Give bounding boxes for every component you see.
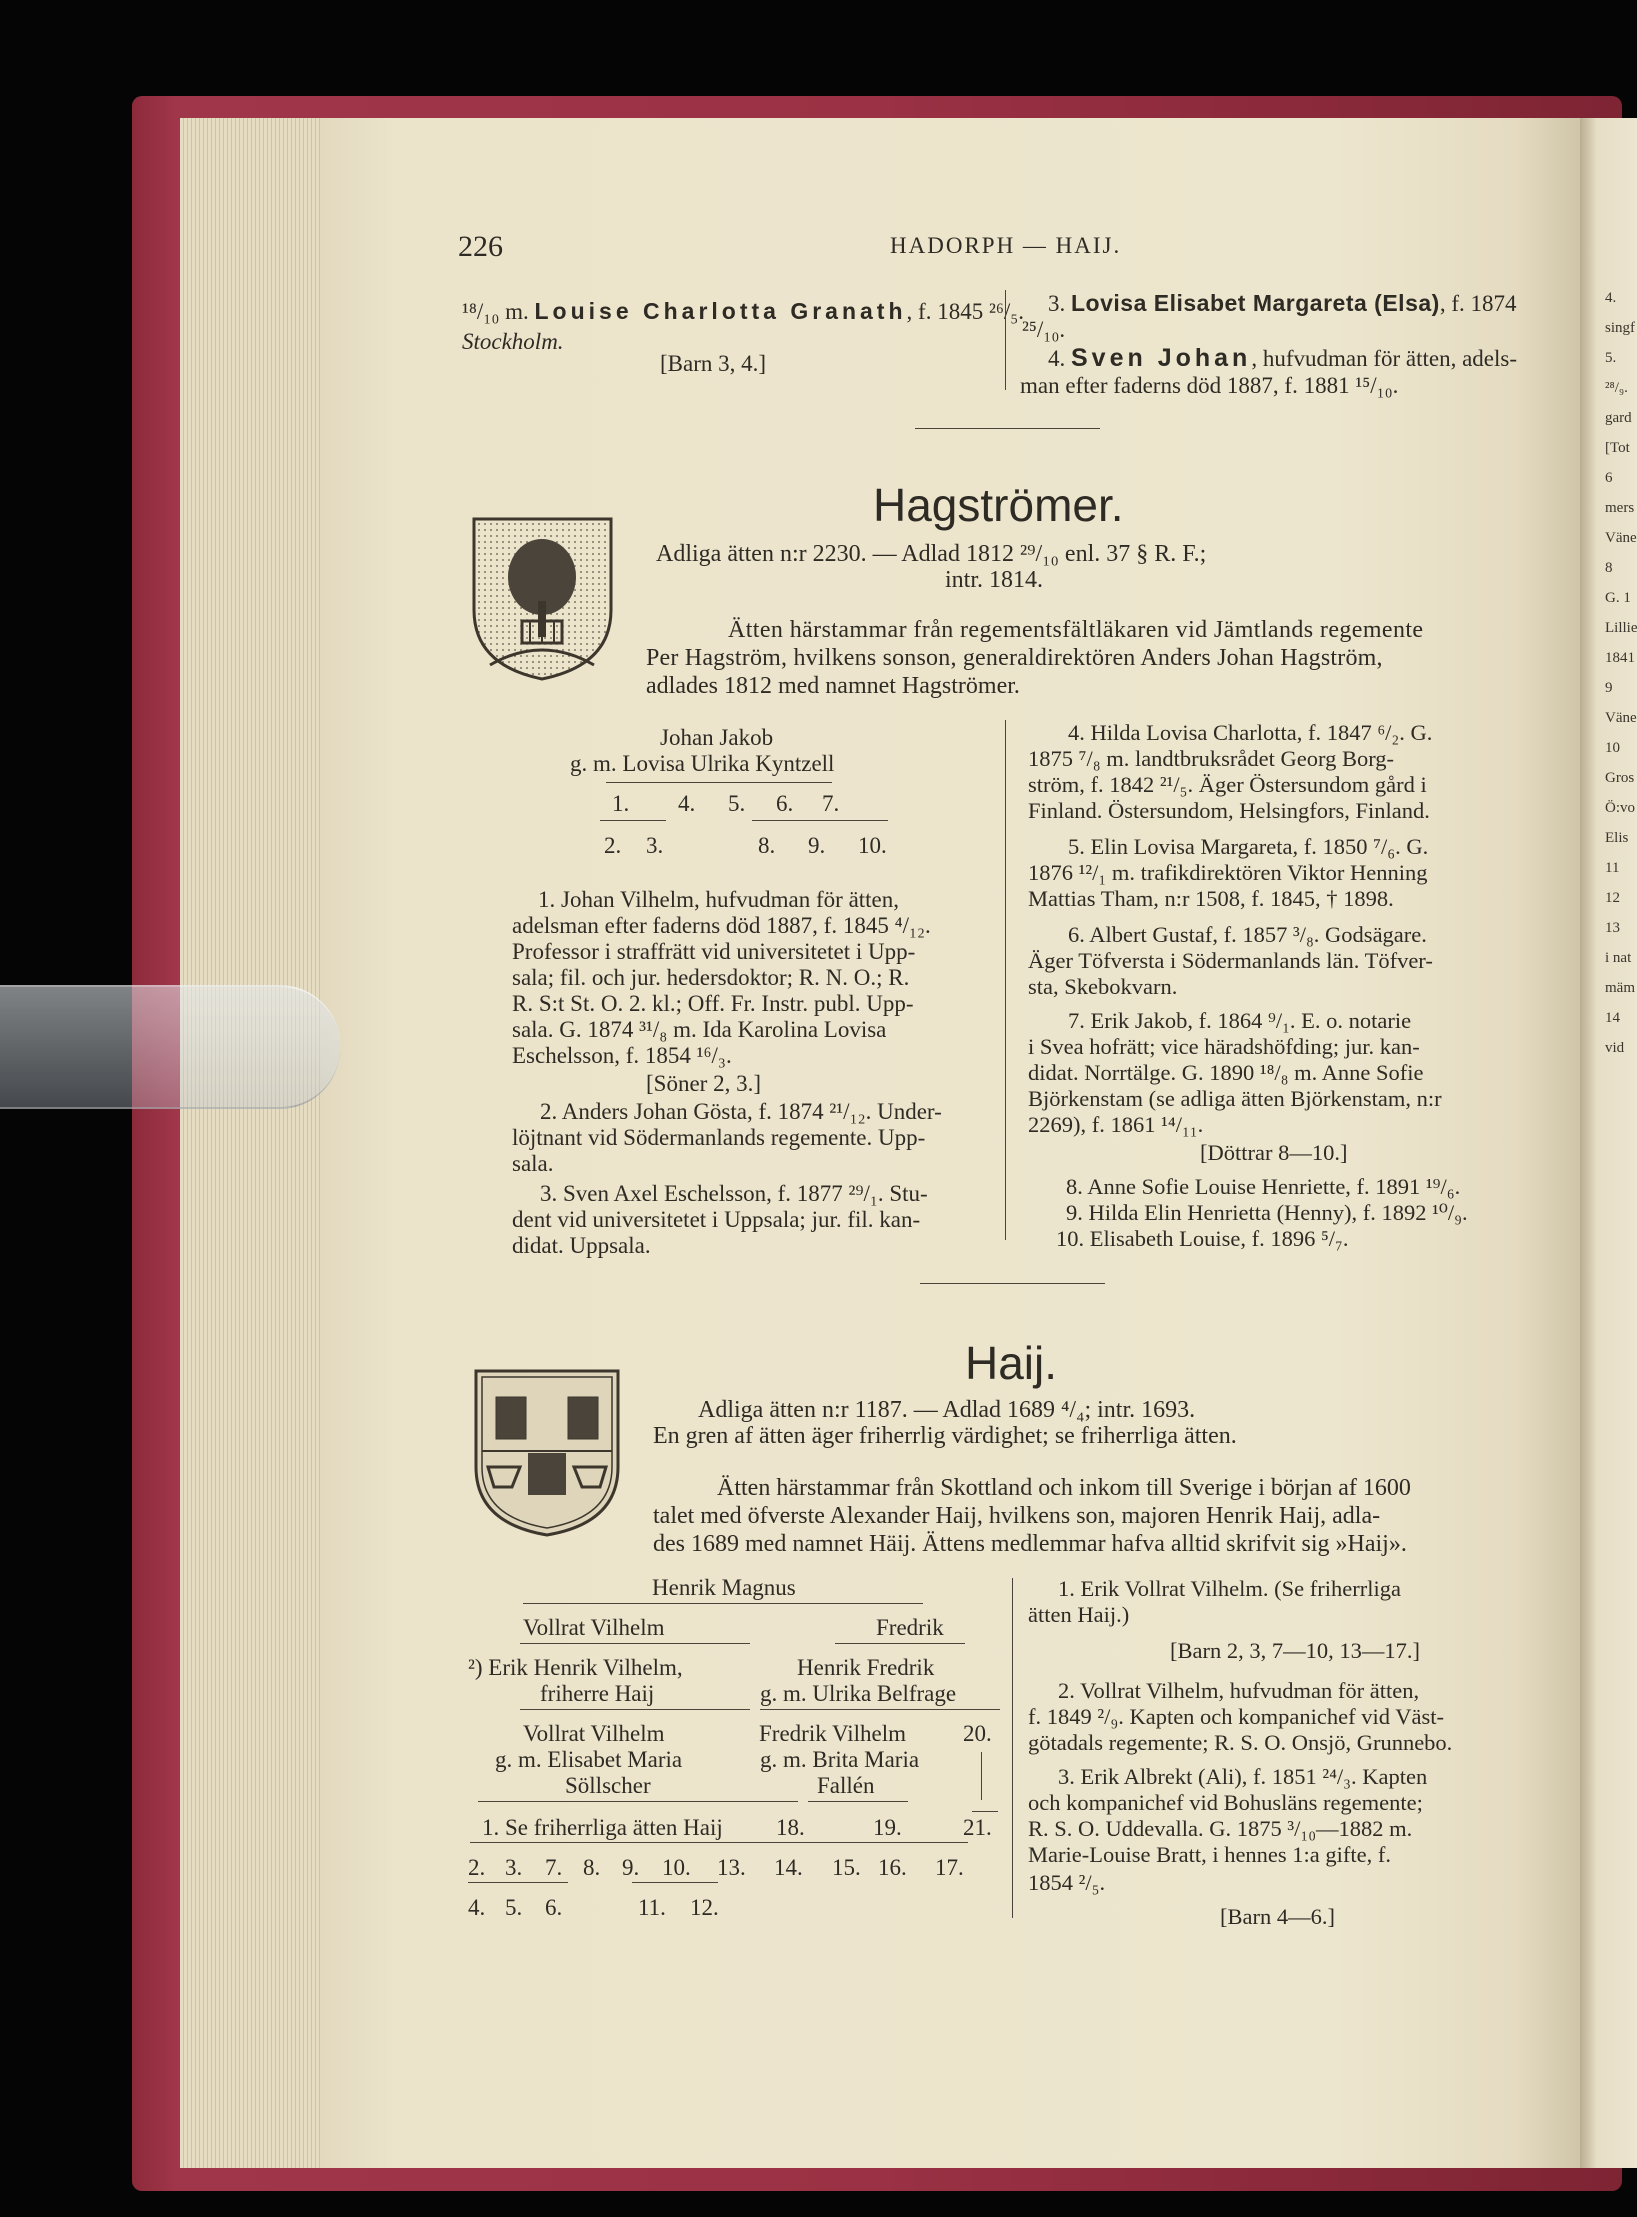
tree-row1-1: 1. — [612, 791, 630, 816]
haij-line1: Adliga ätten n:r 1187. — Adlad 1689 ⁴/₄; intr. 1693. — [698, 1397, 1196, 1423]
haij-row5-num: 7. — [545, 1855, 563, 1880]
haij-title: Haij. — [965, 1337, 1058, 1389]
next-page-margin-text: Gros — [1605, 770, 1635, 786]
haij-row5-num: 2. — [468, 1855, 486, 1880]
hagstromer-right-line: didat. Norrtälge. G. 1890 ¹⁸/₈ m. Anne Sofie — [1028, 1060, 1424, 1085]
haij-row5-num: 15. — [832, 1855, 861, 1880]
haij-tree-l1-right: Fredrik — [876, 1615, 944, 1640]
hagstromer-right-line: 5. Elin Lovisa Margareta, f. 1850 ⁷/₆. G. — [1068, 834, 1429, 859]
hagstromer-left-line: adelsman efter faderns död 1887, f. 1845 ⁴/₁₂. — [512, 913, 931, 938]
haij-right-line: 2. Vollrat Vilhelm, hufvudman för ätten, — [1058, 1678, 1420, 1703]
next-page-margin-text: 9 — [1605, 680, 1613, 696]
hagstromer-left-line: R. S:t St. O. 2. kl.; Off. Fr. Instr. publ. Upp- — [512, 991, 914, 1016]
hagstromer-right-line: 2269), f. 1861 ¹⁴/₁₁. — [1028, 1112, 1204, 1137]
tree-brace — [468, 1882, 568, 1883]
tree-row1-4: 4. — [678, 791, 696, 816]
hagstromer-right-line: 10. Elisabeth Louise, f. 1896 ⁵/₇. — [1056, 1226, 1349, 1251]
next-page-margin-text: 6 — [1605, 470, 1613, 486]
hagstromer-right-line: Äger Töfversta i Södermanlands län. Töfver- — [1028, 948, 1433, 973]
tree-row1-6: 6. — [776, 791, 794, 816]
haij-tree-l3-left-a: Vollrat Vilhelm — [523, 1721, 665, 1746]
haij-tree-l3-left-c: Söllscher — [565, 1773, 651, 1798]
hagstromer-right-line: sta, Skebokvarn. — [1028, 974, 1178, 999]
next-page-margin-text: 12 — [1605, 890, 1620, 906]
haij-tree-l2-left-b: friherre Haij — [540, 1681, 655, 1706]
haij-right-line: ätten Haij.) — [1028, 1602, 1130, 1627]
next-page-margin-text: Väne — [1605, 530, 1637, 546]
tree-brace — [478, 1801, 798, 1802]
haij-row5-num: 3. — [505, 1855, 523, 1880]
hagstromer-right-line: 6. Albert Gustaf, f. 1857 ³/₈. Godsägare. — [1068, 922, 1427, 947]
tree-brace — [760, 1709, 1000, 1710]
hagstromer-left-line: didat. Uppsala. — [512, 1233, 651, 1258]
haij-coat-of-arms — [472, 1367, 622, 1539]
tree-brace — [520, 1643, 750, 1644]
hagstromer-right-line: i Svea hofrätt; vice häradshöfding; jur. kan- — [1028, 1034, 1420, 1059]
haij-intro3: des 1689 med namnet Häij. Ättens medlemmar hafva alltid skrifvit sig »Haij». — [653, 1531, 1407, 1557]
haij-row5-num: 14. — [774, 1855, 803, 1880]
haij-right-line: Marie-Louise Bratt, i hennes 1:a gifte, f. — [1028, 1842, 1392, 1867]
haij-line2: En gren af ätten äger friherrlig värdighet; se friherrliga ätten. — [653, 1423, 1237, 1449]
hagstromer-left-line: Professor i straffrätt vid universitetet i Upp- — [512, 939, 916, 964]
hagstromer-left-line: löjtnant vid Södermanlands regemente. Upp- — [512, 1125, 926, 1150]
haij-tree-l2-left-a: ²) Erik Henrik Vilhelm, — [468, 1655, 683, 1680]
haij-tree-l2-right-b: g. m. Ulrika Belfrage — [760, 1681, 957, 1706]
next-page-margin-text: 5. — [1605, 350, 1617, 366]
haij-right-line: R. S. O. Uddevalla. G. 1875 ³/₁₀—1882 m. — [1028, 1816, 1413, 1841]
next-page-margin-text: mers — [1605, 500, 1635, 516]
tree-brace — [606, 782, 832, 783]
hagstromer-right-line: [Döttrar 8—10.] — [1200, 1140, 1348, 1165]
hagstromer-right-line: 7. Erik Jakob, f. 1864 ⁹/₁. E. o. notarie — [1068, 1008, 1412, 1033]
haij-tree-l3-num: 20. — [963, 1721, 992, 1746]
next-page-margin-text: Ö:vo — [1605, 800, 1635, 816]
next-page-margin-text: vid — [1605, 1040, 1625, 1056]
tree-head: Johan Jakob — [660, 725, 774, 750]
haij-row5-num: 9. — [622, 1855, 640, 1880]
tree-row2-9: 9. — [808, 833, 826, 858]
tree-brace — [835, 1643, 965, 1644]
haij-right-line: 1854 ²/₅. — [1028, 1870, 1106, 1895]
running-head: HADORPH — HAIJ. — [890, 233, 1122, 258]
next-page-margin-text: ²⁸/₉. — [1605, 380, 1628, 396]
haij-row5-num: 8. — [583, 1855, 601, 1880]
tree-brace — [632, 1882, 718, 1883]
haij-right-line: götadals regemente; R. S. O. Onsjö, Grunnebo. — [1028, 1730, 1453, 1755]
haij-tree-row4-19: 19. — [873, 1815, 902, 1840]
next-page-margin-text: 13 — [1605, 920, 1620, 936]
haij-row5-num: 16. — [878, 1855, 907, 1880]
haij-tree-row4-21: 21. — [963, 1815, 992, 1840]
haij-tree-l2-right-a: Henrik Fredrik — [797, 1655, 935, 1680]
bookmark-clip — [0, 985, 340, 1109]
next-page-margin-text: Väne — [1605, 710, 1637, 726]
hagstromer-left-line: sala; fil. och jur. hedersdoktor; R. N. O.; R. — [512, 965, 910, 990]
hagstromer-left-line: 1. Johan Vilhelm, hufvudman för ätten, — [538, 887, 900, 912]
haij-row6-num: 4. — [468, 1895, 486, 1920]
hagstromer-intro2: Per Hagström, hvilkens sonson, generaldirektören Anders Johan Hagström, — [646, 645, 1383, 671]
column-divider — [1012, 1578, 1013, 1918]
haij-tree-l3-right-b: g. m. Brita Maria — [760, 1747, 920, 1772]
hagstromer-right-line: 4. Hilda Lovisa Charlotta, f. 1847 ⁶/₂. G. — [1068, 720, 1433, 745]
hadorph-child-4-cont: man efter faderns död 1887, f. 1881 ¹⁵/₁₀. — [1020, 373, 1399, 398]
page-number: 226 — [458, 230, 503, 263]
tree-brace — [752, 820, 888, 821]
section-separator — [920, 1283, 1105, 1284]
hadorph-tail-line1: ¹⁸/₁₀ m. Louise Charlotta Granath, f. 1845 ²⁶/₅. — [462, 298, 1025, 324]
next-page-margin-text: 10 — [1605, 740, 1620, 756]
hagstromer-right-line: 8. Anne Sofie Louise Henriette, f. 1891 ¹⁹/₆. — [1066, 1174, 1461, 1199]
hadorph-tail-children: [Barn 3, 4.] — [660, 351, 767, 376]
hagstromer-right-line: 1876 ¹²/₁ m. trafikdirektören Viktor Henning — [1028, 860, 1428, 885]
hagstromer-right-line: Mattias Tham, n:r 1508, f. 1845, † 1898. — [1028, 886, 1394, 911]
tree-brace — [470, 1842, 968, 1843]
next-page-margin-text: 14 — [1605, 1010, 1620, 1026]
hagstromer-left-line: sala. G. 1874 ³¹/₈ m. Ida Karolina Lovisa — [512, 1017, 887, 1042]
hadorph-child-4: 4. Sven Johan, hufvudman för ätten, adels- — [1048, 344, 1518, 372]
next-page-margin-text: Elis — [1605, 830, 1629, 846]
tree-row2-8: 8. — [758, 833, 776, 858]
haij-row6-num: 6. — [545, 1895, 563, 1920]
haij-intro1: Ätten härstammar från Skottland och inkom till Sverige i början af 1600 — [717, 1475, 1411, 1501]
tree-brace — [520, 1709, 750, 1710]
hagstromer-left-line: sala. — [512, 1151, 554, 1176]
page-edges — [180, 118, 330, 2168]
haij-tree-l1-left: Vollrat Vilhelm — [523, 1615, 665, 1640]
next-page-margin-text: 8 — [1605, 560, 1613, 576]
hadorph-child-3-date: ²⁵/₁₀. — [1022, 317, 1066, 342]
haij-right-line: f. 1849 ²/₉. Kapten och kompanichef vid Väst- — [1028, 1704, 1444, 1729]
tree-row2-10: 10. — [858, 833, 887, 858]
tree-link — [981, 1752, 982, 1800]
haij-right-line: 1. Erik Vollrat Vilhelm. (Se friherrliga — [1058, 1576, 1401, 1601]
hagstromer-coat-of-arms — [470, 515, 615, 683]
haij-row6-num: 12. — [690, 1895, 719, 1920]
haij-tree-l3-left-b: g. m. Elisabet Maria — [495, 1747, 683, 1772]
hagstromer-left-line: [Söner 2, 3.] — [646, 1071, 761, 1096]
hagstromer-right-line: 1875 ⁷/₈ m. landtbruksrådet Georg Borg- — [1028, 746, 1395, 771]
hadorph-tail-place: Stockholm. — [462, 329, 564, 354]
next-page-margin-text: [Tot — [1605, 440, 1630, 456]
haij-row5-num: 13. — [717, 1855, 746, 1880]
hagstromer-right-line: Björkenstam (se adliga ätten Björkenstam, n:r — [1028, 1086, 1442, 1111]
haij-row5-num: 10. — [662, 1855, 691, 1880]
haij-tree-row4-18: 18. — [776, 1815, 805, 1840]
tree-brace — [972, 1811, 998, 1812]
haij-right-line: 3. Erik Albrekt (Ali), f. 1851 ²⁴/₃. Kapten — [1058, 1764, 1428, 1789]
hagstromer-intro1: Ätten härstammar från regementsfältläkaren vid Jämtlands regemente — [728, 617, 1424, 643]
hagstromer-left-line: 2. Anders Johan Gösta, f. 1874 ²¹/₁₂. Under- — [540, 1099, 942, 1124]
tree-row1-5: 5. — [728, 791, 746, 816]
hadorph-child-3: 3. Lovisa Elisabet Margareta (Elsa), f. 1874 — [1048, 290, 1517, 316]
next-page-margin-text: 1841 — [1605, 650, 1635, 666]
hagstromer-right-line: Finland. Östersundom, Helsingfors, Finland. — [1028, 798, 1430, 823]
hagstromer-left-line: Eschelsson, f. 1854 ¹⁶/₃. — [512, 1043, 732, 1068]
hagstromer-left-line: 3. Sven Axel Eschelsson, f. 1877 ²⁹/₁. Stu- — [540, 1181, 928, 1206]
hagstromer-title: Hagströmer. — [873, 479, 1124, 531]
section-separator — [915, 428, 1100, 429]
hagstromer-intro3: adlades 1812 med namnet Hagströmer. — [646, 673, 1020, 699]
haij-row6-num: 5. — [505, 1895, 523, 1920]
haij-row5-num: 17. — [935, 1855, 964, 1880]
hagstromer-right-line: ström, f. 1842 ²¹/₅. Äger Östersundom gård i — [1028, 772, 1427, 797]
tree-row2-2: 2. — [604, 833, 622, 858]
next-page-margin-text: Lillie — [1605, 620, 1637, 636]
column-divider — [1005, 290, 1006, 390]
haij-right-line: och kompanichef vid Bohusläns regemente; — [1028, 1790, 1423, 1815]
tree-spouse: g. m. Lovisa Ulrika Kyntzell — [570, 751, 835, 776]
haij-right-line: [Barn 4—6.] — [1220, 1904, 1335, 1929]
next-page-margin-text: mäm — [1605, 980, 1635, 996]
haij-tree-head: Henrik Magnus — [652, 1575, 796, 1600]
next-page-margin-text: G. 1 — [1605, 590, 1631, 606]
haij-intro2: talet med öfverste Alexander Haij, hvilkens son, majoren Henrik Haij, adla- — [653, 1503, 1381, 1529]
haij-row6-num: 11. — [638, 1895, 666, 1920]
hagstromer-left-line: dent vid universitetet i Uppsala; jur. fil. kan- — [512, 1207, 921, 1232]
next-page-margin-text: gard — [1605, 410, 1632, 426]
next-page-margin-text: 11 — [1605, 860, 1620, 876]
column-divider — [1005, 720, 1006, 1240]
tree-row2-3: 3. — [646, 833, 664, 858]
tree-row1-7: 7. — [822, 791, 840, 816]
tree-brace — [600, 820, 666, 821]
haij-tree-l3-right-a: Fredrik Vilhelm — [759, 1721, 907, 1746]
hagstromer-line2: intr. 1814. — [945, 567, 1044, 593]
hagstromer-right-line: 9. Hilda Elin Henrietta (Henny), f. 1892 ¹⁰/₉. — [1066, 1200, 1468, 1225]
haij-tree-l3-right-c: Fallén — [817, 1773, 875, 1798]
tree-brace — [523, 1603, 923, 1604]
next-page-margin-text: 4. — [1605, 290, 1617, 306]
tree-brace — [808, 1801, 908, 1802]
haij-tree-row4: 1. Se friherrliga ätten Haij — [482, 1815, 723, 1840]
next-page-margin-text: singf — [1605, 320, 1635, 336]
haij-right-line: [Barn 2, 3, 7—10, 13—17.] — [1170, 1638, 1420, 1663]
next-page-margin-text: i nat — [1605, 950, 1632, 966]
hagstromer-line1: Adliga ätten n:r 2230. — Adlad 1812 ²⁹/₁₀ enl. 37 § R. F.; — [656, 541, 1207, 567]
